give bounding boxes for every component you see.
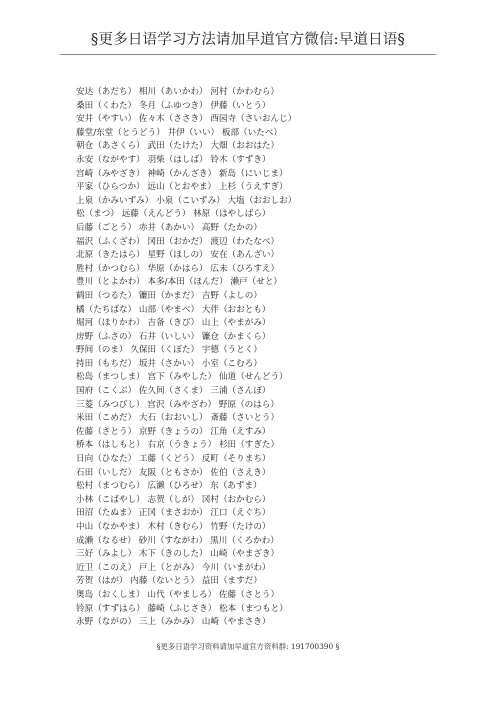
surname-row: 持田（もちだ） 坂井（さかい） 小室（こむろ） [76,358,262,369]
surname-row: 国府（こくぶ） 佐久间（さくま） 三浦（さんぽ） [76,386,271,397]
surname-row: 宫崎（みやざき） 神崎（かんざき） 新岛（にいじま） [76,168,288,179]
surname-row: 中山（なかやま） 木村（きむら） 竹野（たけの） [76,522,271,532]
surname-row: 安井（やすい） 佐々木（ささき） 西园寺（さいおんじ） [76,114,297,125]
surname-row: 北原（きたはら） 星野（ほしの） 安在（あんざい） [76,250,280,261]
header-divider [60,54,436,55]
surname-row: 铃原（すずはら） 藤崎（ふじさき） 松本（まつもと） [76,603,288,614]
surname-row: 成濑（なるせ） 砂川（すながわ） 黒川（くろかわ） [76,535,279,546]
surname-row: 佐藤（さとう） 京野（きょうの） 江角（えすみ） [76,426,271,437]
surname-row: 朝仓（あさくら） 武田（たけた） 大畑（おおはた） [76,141,280,152]
surname-row: 野间（のま） 久保田（くぼた） 宇德（うとく） [76,345,262,356]
surname-row: 桑田（くわた） 冬月（ふゆつき） 伊藤（いとう） [76,100,271,111]
surname-row: 三好（みよし） 木下（きのした） 山崎（やまざき） [76,549,280,560]
surname-row: 福沢（ふくざわ） 冈田（おかだ） 渡辺（わたなべ） [76,236,280,247]
surname-row: 近卫（このえ） 戸上（とがみ） 今川（いまがわ） [76,562,271,573]
surname-row: 松岛（まつしま） 宫下（みやした） 仙道（せんどう） [76,372,288,383]
surname-row: 鹤田（つるた） 镰田（かまだ） 吉野（よしの） [76,290,262,301]
page-header-title: §更多日语学习方法请加早道官方微信:早道日语§ [91,32,405,48]
surname-row: 米田（こめだ） 大石（おおいし） 斎藤（さいとう） [76,413,280,424]
surname-row: 平家（ひらつか） 远山（とおやま） 上杉（うえすぎ） [76,182,288,193]
surname-row: 桥本（はしもと） 右京（うきょう） 杉田（すぎた） [76,440,280,451]
surname-row: 田沼（たぬま） 正冈（まさおか） 江口（えぐち） [76,508,271,519]
surname-row: 小林（こばやし） 志贺（しが） 冈村（おかむら） [76,494,271,505]
surname-row: 堀河（ほりかわ） 吉备（きび） 山上（やまがみ） [76,318,271,329]
surname-row: 安达（あだち） 相川（あいかわ） 河村（かわむら） [76,87,280,97]
surname-row: 藤堂/东堂（とうどう） 井伊（いい） 板部（いたべ） [76,127,283,138]
surname-row: 胜村（かつむら） 华原（かはら） 広末（ひろすえ） [76,263,280,274]
surname-row: 奥岛（おくしま） 山代（やましろ） 佐藤（さとう） [76,589,280,600]
surname-row: 松村（まつむら） 広濑（ひろせ） 东（あずま） [76,481,262,492]
surname-row: 房野（ふさの） 石井（いしい） 镰仓（かまくら） [76,331,271,342]
surname-row: 永安（ながやす） 羽柴（はしば） 铃木（すずき） [76,154,271,165]
surname-row: 日向（ひなた） 工藤（くどう） 反町（そりまち） [76,454,271,465]
surname-row: 三菱（みつびし） 宫沢（みやざわ） 野原（のはら） [76,399,279,410]
surname-row: 后藤（ごとう） 赤井（あかい） 高野（たかの） [76,222,262,233]
page-footer-note: §更多日语学习资料请加早道官方资料群: 191700390 § [156,642,340,651]
surname-row: 豊川（とよかわ） 本多/本田（ほんだ） 濑戸（せと） [76,277,283,288]
surname-row: 橘（たちばな） 山部（やまべ） 大伴（おおとも） [76,304,271,315]
surname-row: 上泉（かみいずみ） 小泉（こいずみ） 大塩（おおしお） [76,195,297,206]
surname-row: 松（まつ） 远藤（えんどう） 林原（はやしばら） [76,209,271,220]
surname-row: 永野（ながの） 三上（みかみ） 山崎（やまさき） [76,617,271,628]
surname-list [76,86,436,630]
surname-row: 芳贺（はが） 内藤（ないとう） 益田（ますだ） [76,576,262,587]
surname-row: 石田（いしだ） 友阪（ともさか） 佐伯（さえき） [76,467,271,478]
